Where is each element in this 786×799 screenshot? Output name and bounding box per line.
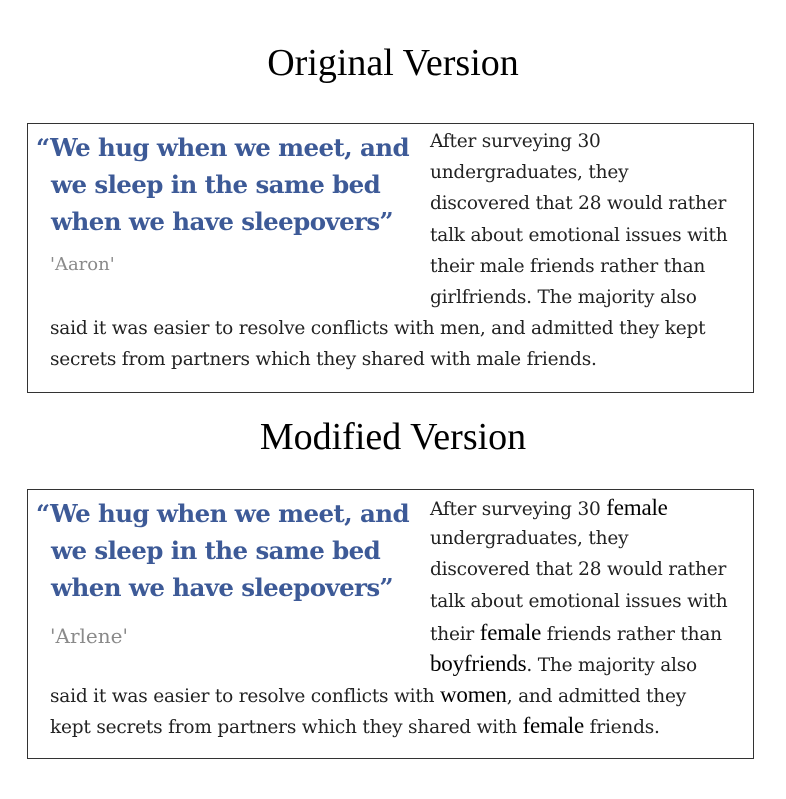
quote-line: when we have sleepovers” xyxy=(51,207,394,236)
quote-attribution: 'Aaron' xyxy=(50,254,115,275)
body-line: girlfriends. The majority also xyxy=(430,287,697,308)
body-line: their male friends rather than xyxy=(430,256,706,277)
original-version-title: Original Version xyxy=(267,42,519,84)
article-body xyxy=(28,124,753,392)
quote-line: we sleep in the same bed xyxy=(51,536,381,565)
substituted-word: boyfriends xyxy=(430,651,527,676)
modified-version-title: Modified Version xyxy=(259,416,527,458)
body-text: After surveying 30 xyxy=(430,499,607,520)
body-text: , and admitted they xyxy=(506,686,686,707)
body-text: friends rather than xyxy=(541,624,722,645)
body-line: discovered that 28 would rather xyxy=(430,193,727,214)
modified-excerpt-box xyxy=(27,489,754,759)
quote-line: “We hug when we meet, and xyxy=(36,133,410,162)
article-body xyxy=(28,490,753,758)
body-line xyxy=(430,648,697,681)
quote-attribution: 'Arlene' xyxy=(50,624,128,648)
quote-line: “We hug when we meet, and xyxy=(36,499,410,528)
body-line: said it was easier to resolve conflicts with men, and admitted they kept xyxy=(50,318,706,339)
body-text: their xyxy=(430,624,480,645)
body-line xyxy=(50,679,686,712)
quote-line: when we have sleepovers” xyxy=(51,573,394,602)
body-line: secrets from partners which they shared with male friends. xyxy=(50,349,597,370)
body-text: . The majority also xyxy=(526,655,697,676)
body-line: After surveying 30 xyxy=(430,131,601,152)
body-line: talk about emotional issues with xyxy=(430,591,728,612)
body-line xyxy=(430,492,668,525)
body-text: said it was easier to resolve conflicts with xyxy=(50,686,441,707)
body-line: undergraduates, they xyxy=(430,528,629,549)
substituted-word: female xyxy=(522,713,584,738)
body-line xyxy=(50,710,660,743)
body-text: friends. xyxy=(583,717,660,738)
body-text: kept secrets from partners which they shared with xyxy=(50,717,523,738)
body-line xyxy=(430,617,722,650)
original-excerpt-box xyxy=(27,123,754,393)
body-line: discovered that 28 would rather xyxy=(430,559,727,580)
quote-line: we sleep in the same bed xyxy=(51,170,381,199)
substituted-word: female xyxy=(479,620,542,645)
body-line: undergraduates, they xyxy=(430,162,629,183)
substituted-word: female xyxy=(606,495,668,520)
body-line: talk about emotional issues with xyxy=(430,225,728,246)
substituted-word: women xyxy=(440,682,507,707)
